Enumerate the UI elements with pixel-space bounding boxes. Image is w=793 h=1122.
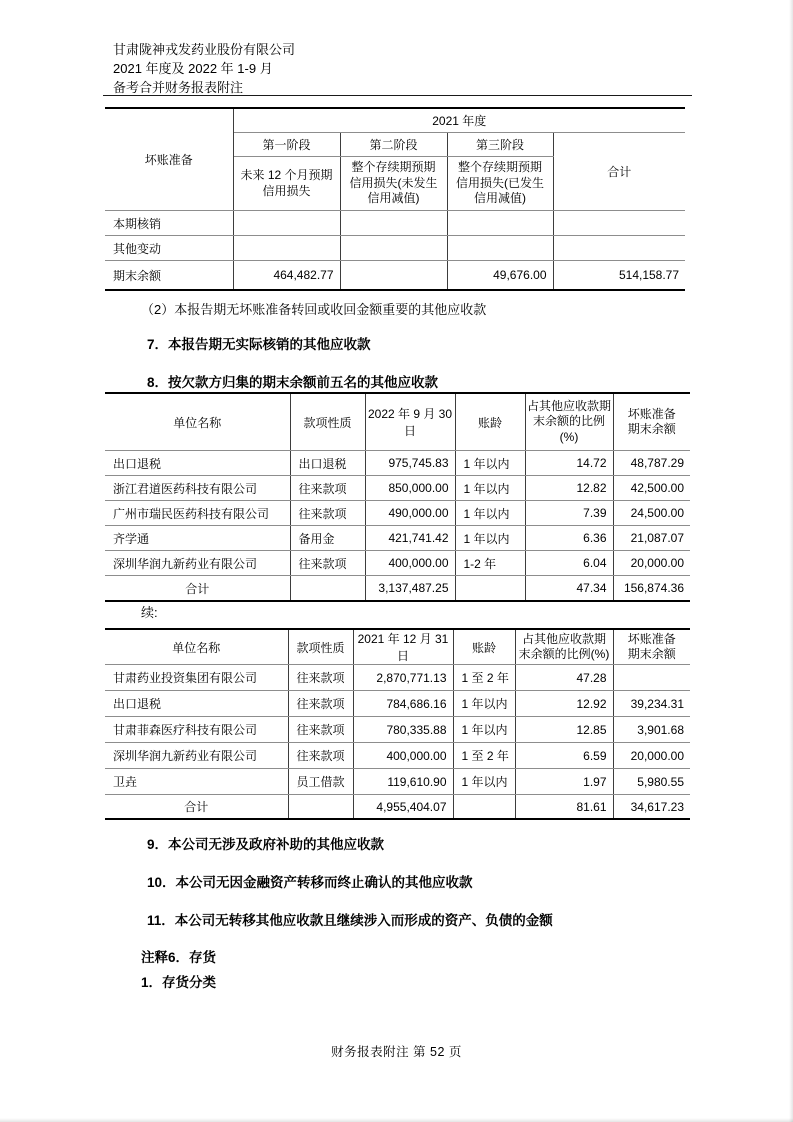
table-row bbox=[105, 691, 690, 717]
aging-cell: 1 年以内 bbox=[455, 476, 525, 501]
amount-cell: 421,741.42 bbox=[365, 526, 455, 551]
total-provision-cell: 34,617.23 bbox=[613, 795, 690, 820]
unit-name-cell: 浙江君道医药科技有限公司 bbox=[105, 476, 290, 501]
value-cell: 464,482.77 bbox=[233, 261, 340, 291]
ratio-cell: 1.97 bbox=[515, 769, 613, 795]
corner-header-cell: 坏账准备 bbox=[105, 108, 233, 211]
ratio-cell: 47.28 bbox=[515, 665, 613, 691]
value-cell bbox=[340, 211, 447, 236]
provision-cell: 3,901.68 bbox=[613, 717, 690, 743]
year-header-cell: 2021 年度 bbox=[233, 108, 685, 133]
aging-cell: 1 年以内 bbox=[455, 501, 525, 526]
date-header: 2021 年 12 月 31 日 bbox=[353, 629, 453, 665]
nature-cell: 往来款项 bbox=[290, 551, 365, 576]
aging-cell: 1 年以内 bbox=[455, 451, 525, 476]
total-cell bbox=[553, 236, 685, 261]
page-header bbox=[113, 40, 295, 97]
amount-cell: 975,745.83 bbox=[365, 451, 455, 476]
note-11: 11．本公司无转移其他应收款且继续涉入而形成的资产、负债的金额 bbox=[147, 913, 553, 928]
empty-cell bbox=[288, 795, 353, 820]
nature-header: 款项性质 bbox=[290, 393, 365, 451]
provision-cell: 20,000.00 bbox=[613, 551, 690, 576]
unit-name-cell: 广州市瑞民医药科技有限公司 bbox=[105, 501, 290, 526]
value-cell bbox=[340, 236, 447, 261]
ratio-cell: 7.39 bbox=[525, 501, 613, 526]
amount-cell: 119,610.90 bbox=[353, 769, 453, 795]
top-five-receivables-table-2022 bbox=[105, 392, 690, 602]
ratio-cell: 12.82 bbox=[525, 476, 613, 501]
ratio-cell: 6.59 bbox=[515, 743, 613, 769]
table-header-row bbox=[105, 629, 690, 665]
stage3-header-cell: 第三阶段 bbox=[447, 133, 553, 157]
unit-name-header: 单位名称 bbox=[105, 629, 288, 665]
provision-cell bbox=[613, 665, 690, 691]
table-row bbox=[105, 551, 690, 576]
unit-name-cell: 甘肃药业投资集团有限公司 bbox=[105, 665, 288, 691]
ratio-cell: 12.85 bbox=[515, 717, 613, 743]
row-label-cell: 期末余额 bbox=[105, 261, 233, 291]
note-2: （2）本报告期无坏账准备转回或收回金额重要的其他应收款 bbox=[141, 302, 487, 317]
value-cell bbox=[233, 211, 340, 236]
total-amount-cell: 3,137,487.25 bbox=[365, 576, 455, 602]
stage2-desc-cell: 整个存续期预期 信用损失(未发生 信用减值) bbox=[340, 157, 447, 211]
table-row bbox=[105, 526, 690, 551]
stage3-desc-cell: 整个存续期预期 信用损失(已发生 信用减值) bbox=[447, 157, 553, 211]
total-label-cell: 合计 bbox=[105, 795, 288, 820]
ratio-cell: 12.92 bbox=[515, 691, 613, 717]
note-9: 9．本公司无涉及政府补助的其他应收款 bbox=[147, 837, 385, 852]
unit-name-cell: 出口退税 bbox=[105, 691, 288, 717]
table-row bbox=[105, 108, 685, 133]
amount-cell: 780,335.88 bbox=[353, 717, 453, 743]
continuation-label: 续: bbox=[141, 605, 158, 620]
value-cell: 49,676.00 bbox=[447, 261, 553, 291]
nature-cell: 出口退税 bbox=[290, 451, 365, 476]
ratio-header: 占其他应收款期 末余额的比例(%) bbox=[515, 629, 613, 665]
provision-header: 坏账准备 期末余额 bbox=[613, 393, 690, 451]
provision-cell: 21,087.07 bbox=[613, 526, 690, 551]
note-8: 8．按欠款方归集的期末余额前五名的其他应收款 bbox=[147, 375, 439, 390]
document-title: 备考合并财务报表附注 bbox=[113, 80, 244, 95]
ratio-header: 占其他应收款期 末余额的比例 (%) bbox=[525, 393, 613, 451]
nature-cell: 往来款项 bbox=[290, 476, 365, 501]
aging-cell: 1 年以内 bbox=[453, 769, 515, 795]
stage2-header-cell: 第二阶段 bbox=[340, 133, 447, 157]
value-cell bbox=[447, 211, 553, 236]
inventory-classification-heading: 1．存货分类 bbox=[141, 975, 217, 990]
total-label-cell: 合计 bbox=[105, 576, 290, 602]
aging-cell: 1 年以内 bbox=[453, 717, 515, 743]
top-five-receivables-table-2021 bbox=[105, 628, 690, 820]
aging-cell: 1 年以内 bbox=[453, 691, 515, 717]
table-row bbox=[105, 451, 690, 476]
unit-name-cell: 甘肃菲森医疗科技有限公司 bbox=[105, 717, 288, 743]
table-row bbox=[105, 717, 690, 743]
aging-header: 账龄 bbox=[453, 629, 515, 665]
table-row bbox=[105, 743, 690, 769]
unit-name-header: 单位名称 bbox=[105, 393, 290, 451]
total-cell bbox=[553, 211, 685, 236]
amount-cell: 850,000.00 bbox=[365, 476, 455, 501]
date-header: 2022 年 9 月 30 日 bbox=[365, 393, 455, 451]
note-7: 7．本报告期无实际核销的其他应收款 bbox=[147, 337, 371, 352]
unit-name-cell: 深圳华润九新药业有限公司 bbox=[105, 743, 288, 769]
aging-cell: 1 至 2 年 bbox=[453, 665, 515, 691]
value-cell bbox=[447, 236, 553, 261]
stage1-desc-cell: 未来 12 个月预期 信用损失 bbox=[233, 157, 340, 211]
total-amount-cell: 4,955,404.07 bbox=[353, 795, 453, 820]
amount-cell: 784,686.16 bbox=[353, 691, 453, 717]
total-cell: 514,158.77 bbox=[553, 261, 685, 291]
nature-cell: 往来款项 bbox=[288, 717, 353, 743]
nature-header: 款项性质 bbox=[288, 629, 353, 665]
aging-header: 账龄 bbox=[455, 393, 525, 451]
provision-cell: 48,787.29 bbox=[613, 451, 690, 476]
provision-cell: 5,980.55 bbox=[613, 769, 690, 795]
nature-cell: 往来款项 bbox=[290, 501, 365, 526]
total-row bbox=[105, 576, 690, 602]
unit-name-cell: 深圳华润九新药业有限公司 bbox=[105, 551, 290, 576]
table-row bbox=[105, 261, 685, 291]
empty-cell bbox=[453, 795, 515, 820]
total-ratio-cell: 81.61 bbox=[515, 795, 613, 820]
table-row bbox=[105, 769, 690, 795]
provision-cell: 42,500.00 bbox=[613, 476, 690, 501]
total-row bbox=[105, 795, 690, 820]
total-ratio-cell: 47.34 bbox=[525, 576, 613, 602]
company-name: 甘肃陇神戎发药业股份有限公司 bbox=[113, 42, 296, 57]
unit-name-cell: 齐学通 bbox=[105, 526, 290, 551]
ratio-cell: 14.72 bbox=[525, 451, 613, 476]
value-cell bbox=[340, 261, 447, 291]
nature-cell: 备用金 bbox=[290, 526, 365, 551]
stage1-header-cell: 第一阶段 bbox=[233, 133, 340, 157]
unit-name-cell: 卫垚 bbox=[105, 769, 288, 795]
ratio-cell: 6.04 bbox=[525, 551, 613, 576]
report-period: 2021 年度及 2022 年 1-9 月 bbox=[113, 61, 273, 76]
provision-cell: 24,500.00 bbox=[613, 501, 690, 526]
row-label-cell: 其他变动 bbox=[105, 236, 233, 261]
table-row bbox=[105, 665, 690, 691]
row-label-cell: 本期核销 bbox=[105, 211, 233, 236]
aging-cell: 1 年以内 bbox=[455, 526, 525, 551]
aging-cell: 1-2 年 bbox=[455, 551, 525, 576]
provision-header: 坏账准备 期末余额 bbox=[613, 629, 690, 665]
empty-cell bbox=[290, 576, 365, 602]
empty-cell bbox=[455, 576, 525, 602]
provision-cell: 20,000.00 bbox=[613, 743, 690, 769]
ratio-cell: 6.36 bbox=[525, 526, 613, 551]
table-row bbox=[105, 476, 690, 501]
table-row bbox=[105, 236, 685, 261]
total-provision-cell: 156,874.36 bbox=[613, 576, 690, 602]
note-6-inventory-heading: 注释6．存货 bbox=[141, 950, 217, 965]
amount-cell: 2,870,771.13 bbox=[353, 665, 453, 691]
nature-cell: 往来款项 bbox=[288, 665, 353, 691]
value-cell bbox=[233, 236, 340, 261]
amount-cell: 400,000.00 bbox=[365, 551, 455, 576]
provision-cell: 39,234.31 bbox=[613, 691, 690, 717]
header-rule bbox=[103, 95, 692, 96]
amount-cell: 490,000.00 bbox=[365, 501, 455, 526]
note-10: 10．本公司无因金融资产转移而终止确认的其他应收款 bbox=[147, 875, 473, 890]
total-header-cell: 合计 bbox=[553, 133, 685, 211]
bad-debt-provision-table bbox=[105, 107, 685, 291]
page-footer: 财务报表附注 第 52 页 bbox=[331, 1045, 462, 1059]
unit-name-cell: 出口退税 bbox=[105, 451, 290, 476]
aging-cell: 1 至 2 年 bbox=[453, 743, 515, 769]
table-row bbox=[105, 211, 685, 236]
nature-cell: 员工借款 bbox=[288, 769, 353, 795]
table-row bbox=[105, 501, 690, 526]
nature-cell: 往来款项 bbox=[288, 743, 353, 769]
nature-cell: 往来款项 bbox=[288, 691, 353, 717]
table-header-row bbox=[105, 393, 690, 451]
amount-cell: 400,000.00 bbox=[353, 743, 453, 769]
